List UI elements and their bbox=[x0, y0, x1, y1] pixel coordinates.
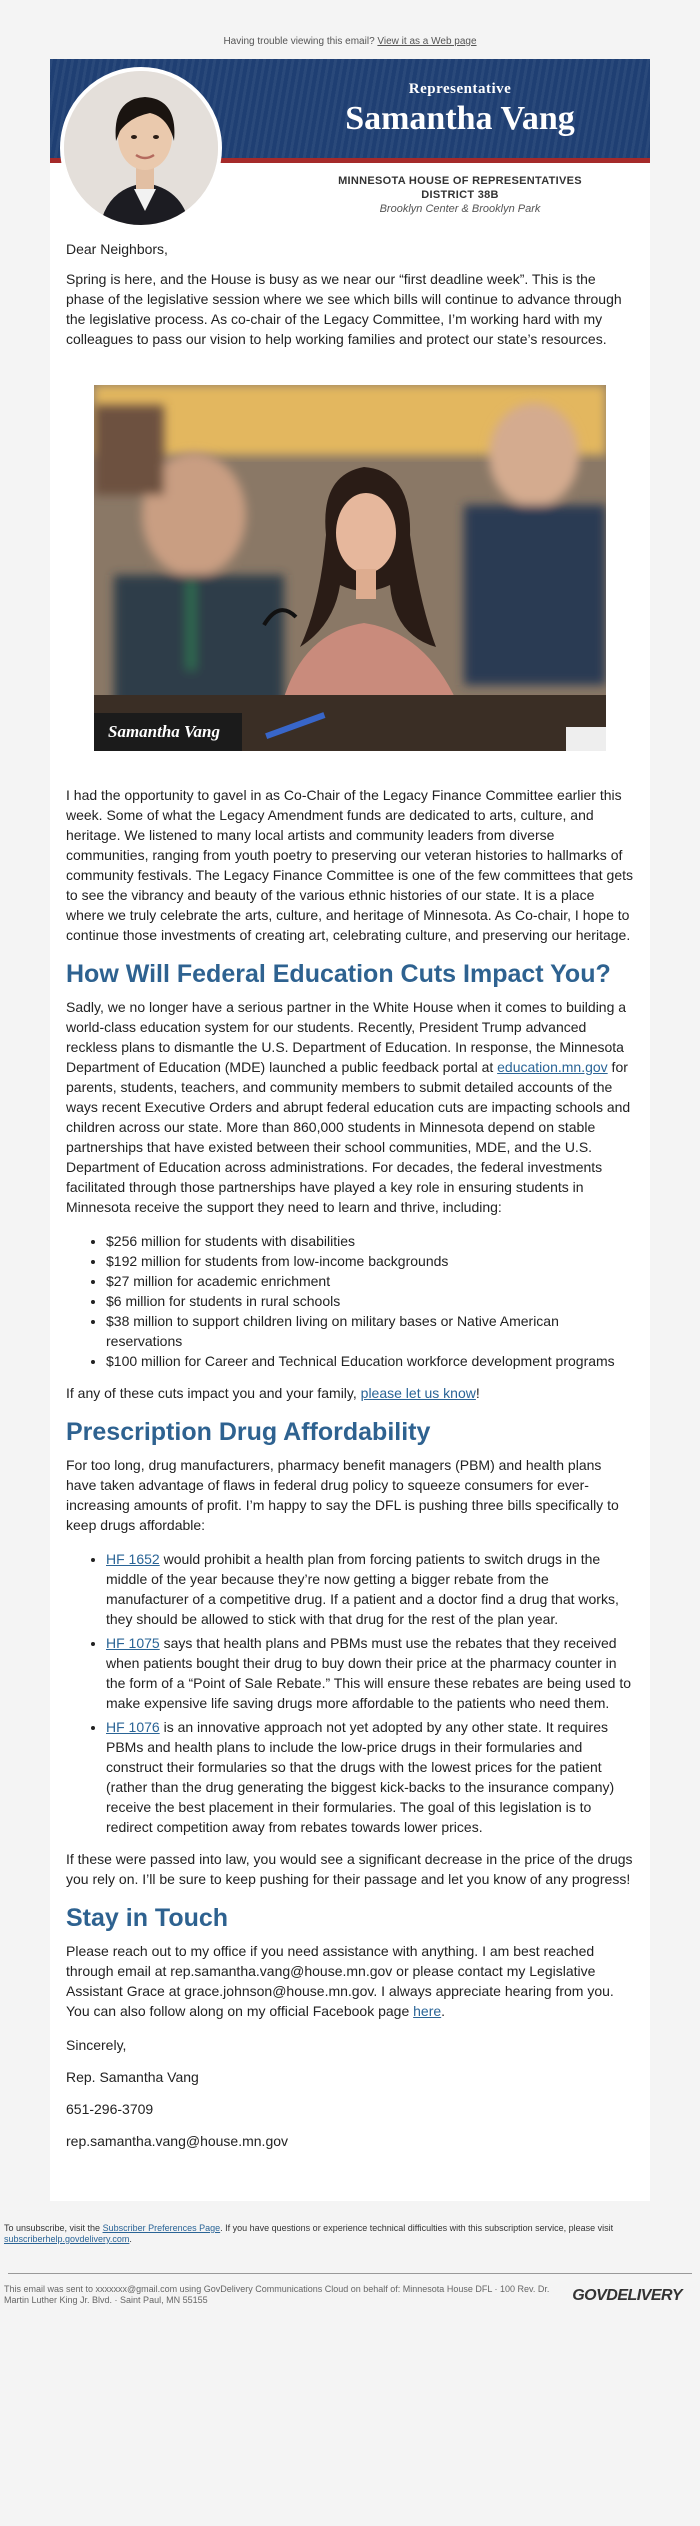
list-item: • $6 million for students in rural schools bbox=[106, 1291, 634, 1311]
drug-intro: For too long, drug manufacturers, pharmacy benefit managers (PBM) and health plans have taken advantage of flaws in federal drug policy to squeeze consumers for ever-increasing amounts of profit. I’m happy to say the DFL is pushing three bills specifically to keep drugs affordable: bbox=[66, 1457, 619, 1533]
education-paragraph: Sadly, we no longer have a serious partner in the White House when it comes to building a world-class education system for our students. Recently, President Trump advanced reckless plans to dismantle the U.S. Department of Education. In response, the Minnesota Department of Education (MDE) launched a public feedback portal at education.mn.gov for parents, students, teachers, and community members to submit detailed accounts of the ways recent Executive Orders and abrupt federal education cuts are impacting schools and children across our state. More than 860,000 students in Minnesota depend on stable partnerships that have existed between their school communities, MDE, and the U.S. Department of Education across administrations. For decades, the federal investments facilitated through those partnerships have played a key role in ensuring students in Minnesota receive the support they need to learn and thrive, including: bbox=[66, 999, 631, 1215]
header-banner bbox=[50, 59, 650, 163]
org-name: MINNESOTA HOUSE OF REPRESENTATIVES bbox=[338, 175, 582, 187]
intro-paragraph: Spring is here, and the House is busy as we near our “first deadline week”. This is the phase of the legislative session where we see which bills will continue to advance through the legislative process. As co-chair of the Legacy Committee, I’m working hard with my colleagues to pass our vision to help working families and protect our state’s resources. bbox=[66, 271, 622, 347]
sign-off: Sincerely, bbox=[66, 2037, 127, 2053]
hf1652-link[interactable]: HF 1652 bbox=[106, 1551, 160, 1567]
signature-name: Rep. Samantha Vang bbox=[66, 2069, 199, 2085]
list-item: • $256 million for students with disabilities bbox=[106, 1231, 634, 1251]
footer-bottom bbox=[4, 2284, 696, 2324]
greeting: Dear Neighbors, bbox=[66, 241, 168, 257]
list-item: • HF 1076 is an innovative approach not yet adopted by any other state. It requires PBMs and health plans to include the low-price drugs in their formularies and construct their formularies so that the drugs with the lowest prices for the patient (rather than the drug generating the biggest kick-backs to the insurance company) receive the best placement in their formularies. The goal of this legislation is to redirect competition away from rebates towards lower prices. bbox=[106, 1717, 634, 1837]
education-heading: How Will Federal Education Cuts Impact You? bbox=[66, 960, 611, 988]
education-funding-list bbox=[106, 1231, 634, 1371]
list-item: • HF 1075 says that health plans and PBMs must use the rebates that they received when patients bought their drug to buy down their price at the pharmacy counter in the form of a “Point of Sale Rebate.” This will ensure these rebates are being used to make expensive life saving drugs more affordable to the patients who need them. bbox=[106, 1633, 634, 1713]
unsubscribe-text: To unsubscribe, visit the Subscriber Preferences Page. If you have questions or experience technical difficulties with this subscription service, please visit subscriberhelp.govdelivery.com. bbox=[4, 2223, 614, 2244]
web-version-link[interactable]: View it as a Web page bbox=[377, 36, 477, 47]
legacy-paragraph: I had the opportunity to gavel in as Co-Chair of the Legacy Finance Committee earlier this week. Some of what the Legacy Amendment funds are dedicated to arts, culture, and heritage. We listened to many local artists and community leaders from diverse communities, ranging from youth poetry to preserving our veteran histories to hallmarks of community festivals. The Legacy Finance Committee is one of the few committees that gets to see the vibrancy and beauty of the various ethnic histories of our state. It is a place where we truly celebrate the arts, culture, and heritage of Minnesota. As Co-chair, I hope to continue those investments of creating art, celebrating culture, and preserving our heritage. bbox=[66, 787, 633, 943]
district-area: Brooklyn Center & Brooklyn Park bbox=[379, 203, 541, 215]
committee-photo bbox=[94, 385, 606, 751]
list-item: • $27 million for academic enrichment bbox=[106, 1271, 634, 1291]
signature bbox=[66, 2035, 634, 2151]
list-item: • $100 million for Career and Technical Education workforce development programs bbox=[106, 1351, 634, 1371]
education-portal-link[interactable]: education.mn.gov bbox=[497, 1059, 608, 1075]
footer bbox=[0, 2223, 700, 2324]
subscriber-preferences-link[interactable]: Subscriber Preferences Page bbox=[102, 2223, 221, 2233]
banner-title: Representative bbox=[408, 81, 512, 97]
education-closing: If any of these cuts impact you and your family, please let us know! bbox=[66, 1385, 480, 1401]
signature-phone: 651-296-3709 bbox=[66, 2101, 154, 2117]
contact-heading: Stay in Touch bbox=[66, 1904, 229, 1932]
hf1076-link[interactable]: HF 1076 bbox=[106, 1719, 160, 1735]
banner-text bbox=[310, 81, 610, 138]
footer-divider bbox=[8, 2273, 692, 2274]
list-item: • $192 million for students from low-income backgrounds bbox=[106, 1251, 634, 1271]
drug-closing: If these were passed into law, you would see a significant decrease in the price of the drugs you rely on. I’ll be sure to keep pushing for their passage and let you know of any progress! bbox=[66, 1851, 633, 1887]
drug-heading: Prescription Drug Affordability bbox=[66, 1418, 431, 1446]
email-body bbox=[50, 239, 650, 2201]
contact-paragraph: Please reach out to my office if you need assistance with anything. I am best reached through email at rep.samantha.vang@house.mn.gov or please contact my Legislative Assistant Grace at grace.johnson@house.mn.gov. I always appreciate hearing from you. You can also follow along on my official Facebook page here. bbox=[66, 1943, 614, 2019]
drug-bill-list bbox=[106, 1549, 634, 1837]
facebook-link[interactable]: here bbox=[413, 2003, 442, 2019]
preheader bbox=[0, 0, 700, 59]
email-card bbox=[50, 59, 650, 2201]
portrait-image bbox=[60, 67, 222, 229]
representative-name: Samantha Vang bbox=[345, 100, 575, 137]
list-item: • HF 1652 would prohibit a health plan from forcing patients to switch drugs in the middle of the year because they’re now getting a bigger rebate from the manufacturer of a competitive drug. If a patient and a doctor find a drug that works, they should be allowed to stick with that drug for the rest of the plan year. bbox=[106, 1549, 634, 1629]
signature-email: rep.samantha.vang@house.mn.gov bbox=[66, 2133, 289, 2149]
district: DISTRICT 38B bbox=[421, 189, 499, 201]
hf1075-link[interactable]: HF 1075 bbox=[106, 1635, 160, 1651]
sent-notice: This email was sent to xxxxxxx@gmail.com using GovDelivery Communications Cloud on behalf of: Minnesota House DFL · 100 Rev. Dr. Martin Luther King Jr. Blvd. · Saint Paul, MN 55155 bbox=[4, 2284, 550, 2305]
subscriber-help-link[interactable]: subscriberhelp.govdelivery.com bbox=[4, 2234, 130, 2244]
preheader-text: Having trouble viewing this email? bbox=[223, 36, 375, 47]
govdelivery-logo: GOVDELIVERY bbox=[572, 2287, 682, 2304]
let-us-know-link[interactable]: please let us know bbox=[360, 1385, 476, 1401]
subhead-text bbox=[310, 174, 610, 216]
list-item: • $38 million to support children living on military bases or Native American reservations bbox=[106, 1311, 634, 1351]
nameplate-text: Samantha Vang bbox=[108, 722, 220, 741]
